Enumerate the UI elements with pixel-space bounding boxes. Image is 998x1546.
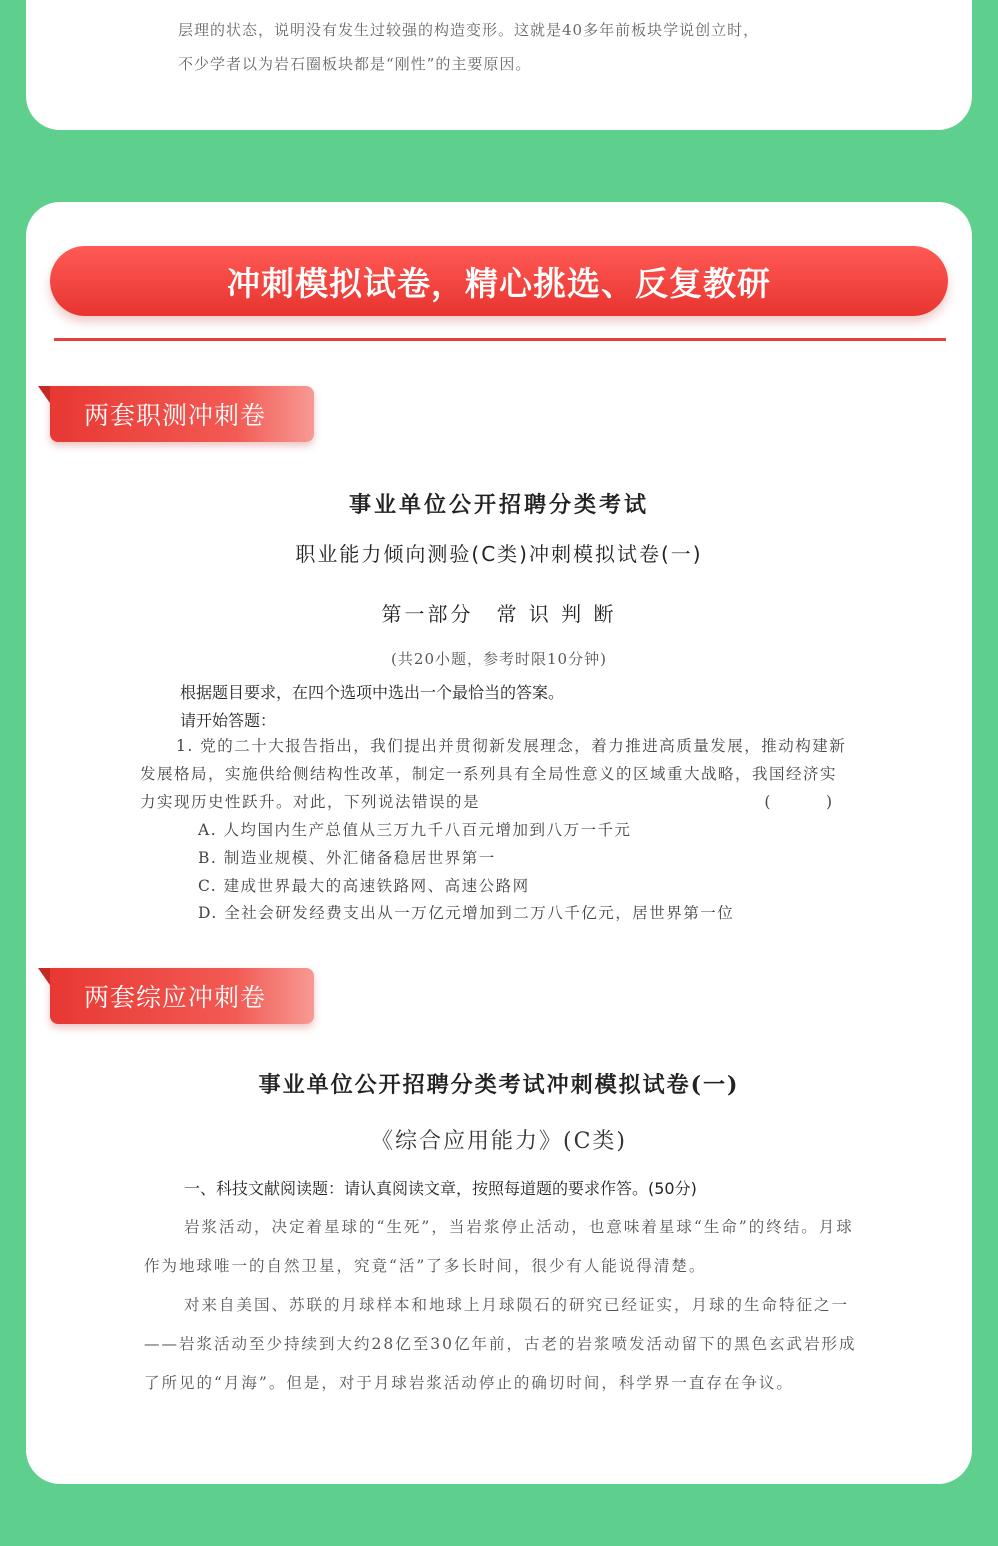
option-a: A. 人均国内生产总值从三万九千八百元增加到八万一千元 xyxy=(198,821,632,839)
option-d: D. 全社会研发经费支出从一万亿元增加到二万八千亿元，居世界第一位 xyxy=(198,904,735,922)
mock-exam-card xyxy=(26,202,972,1484)
option-c: C. 建成世界最大的高速铁路网、高速公路网 xyxy=(198,877,530,895)
body-text-line: 不少学者以为岩石圈板块都是“刚性”的主要原因。 xyxy=(178,55,532,73)
part-heading: 第一部分 常 识 判 断 xyxy=(381,602,617,626)
tag-body xyxy=(50,968,314,1024)
instruction-start: 请开始答题： xyxy=(180,711,277,730)
part-note: (共20小题，参考时限10分钟) xyxy=(391,650,607,668)
banner-title: 冲刺模拟试卷，精心挑选、反复教研 xyxy=(227,263,771,303)
question-stem xyxy=(140,732,852,816)
question-text: 1. 党的二十大报告指出，我们提出并贯彻新发展理念，着力推进高质量发展，推动构建新发展格局，实施供给侧结构性改革，制定一系列具有全局性意义的区域重大战略，我国经济实力实现历史性跃升。对此，下列说法错误的是 xyxy=(140,737,847,811)
reading-paragraph: 岩浆活动，决定着星球的“生死”，当岩浆停止活动，也意味着星球“生命”的终结。月球作为地球唯一的自然卫星，究竟“活”了多长时间，很少有人能说得清楚。 xyxy=(144,1218,854,1275)
exam-subtitle: 职业能力倾向测验(C类)冲刺模拟试卷(一) xyxy=(295,542,703,566)
section-banner xyxy=(50,246,948,316)
divider xyxy=(54,338,946,341)
body-text-line: 层理的状态，说明没有发生过较强的构造变形。这就是40多年前板块学说创立时， xyxy=(178,21,760,39)
tag-label: 两套综应冲刺卷 xyxy=(84,983,267,1012)
instruction: 根据题目要求，在四个选项中选出一个最恰当的答案。 xyxy=(180,683,565,702)
reading-paragraph: 对来自美国、苏联的月球样本和地球上月球陨石的研究已经证实，月球的生命特征之一——岩浆活动至少持续到大约28亿至30亿年前，古老的岩浆喷发活动留下的黑色玄武岩形成了所见的“月海”。但是，对于月球岩浆活动停止的确切时间，科学界一直存在争议。 xyxy=(144,1296,857,1392)
answer-paren: ( ) xyxy=(764,793,852,811)
exam-subtitle: 《综合应用能力》(C类) xyxy=(371,1129,627,1154)
section-heading: 一、科技文献阅读题：请认真阅读文章，按照每道题的要求作答。(50分) xyxy=(184,1179,697,1198)
exam-title: 事业单位公开招聘分类考试冲刺模拟试卷(一) xyxy=(258,1072,740,1098)
tag-body xyxy=(50,386,314,442)
section-tag-zhice xyxy=(50,386,314,442)
tag-label: 两套职测冲刺卷 xyxy=(84,401,267,430)
previous-content-card xyxy=(26,0,972,130)
exam-title: 事业单位公开招聘分类考试 xyxy=(348,492,649,518)
option-b: B. 制造业规模、外汇储备稳居世界第一 xyxy=(198,849,496,867)
section-tag-zongying xyxy=(50,968,314,1024)
